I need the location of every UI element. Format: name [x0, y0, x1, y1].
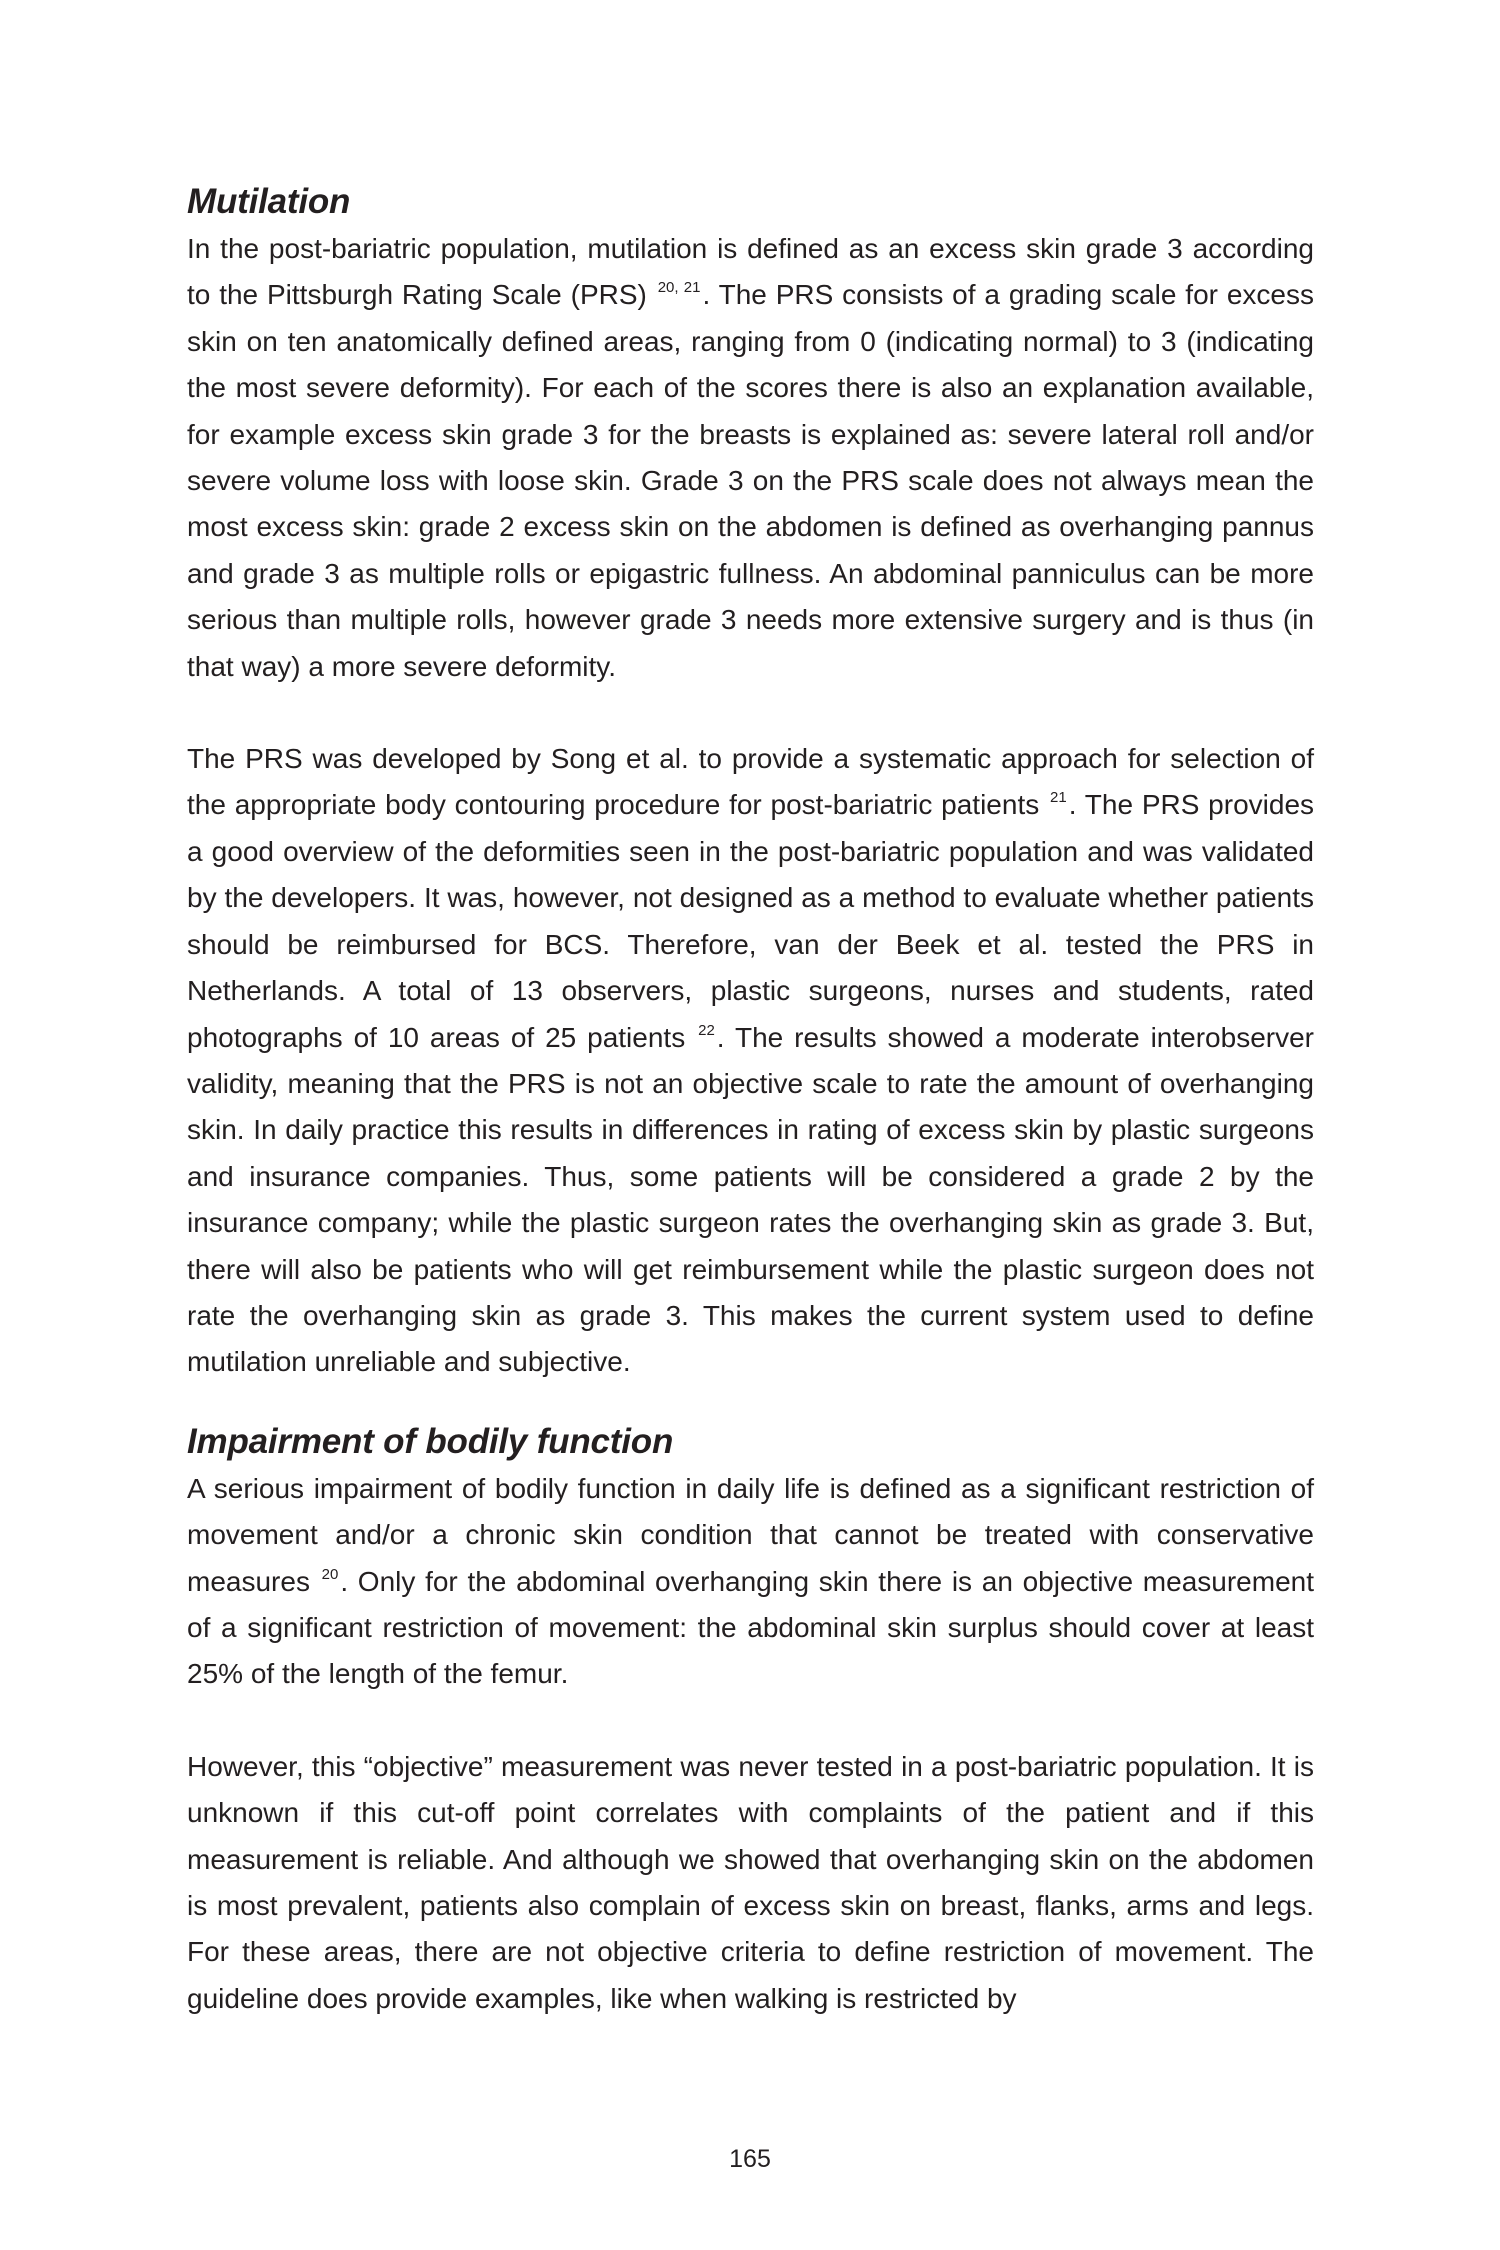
text-segment: In the post-bariatric population, mutilation is defined as an excess skin grade 3 according to the Pittsburgh Rating Scale (PRS)	[187, 233, 1314, 311]
page-number: 165	[729, 2145, 771, 2173]
reference-superscript: 22	[698, 1021, 715, 1039]
page-content	[187, 178, 1314, 2022]
text-segment: A serious impairment of bodily function in daily life is defined as a significant restriction of movement and/or a chronic skin condition that cannot be treated with conservative measures	[187, 1472, 1314, 1597]
section-heading-mutilation: Mutilation	[187, 182, 351, 221]
reference-superscript: 20, 21	[657, 279, 701, 297]
section-spacer	[187, 1386, 1314, 1418]
paragraph-spacer	[187, 690, 1314, 736]
reference-superscript: 20	[321, 1565, 339, 1583]
paragraph-objective-measurement	[187, 1744, 1314, 2022]
text-segment: . Only for the abdominal overhanging skin there is an objective measurement of a significant restriction of movement: the abdominal skin surplus should cover at least 25% of the length of the femur.	[187, 1565, 1314, 1690]
section-heading-impairment: Impairment of bodily function	[187, 1421, 674, 1461]
text-segment: The PRS was developed by Song et al. to provide a systematic approach for selection of the appropriate body contouring procedure for post-bariatric patients	[187, 743, 1314, 821]
text-segment: . The results showed a moderate interobserver validity, meaning that the PRS is not an objective scale to rate the amount of overhanging skin. In daily practice this results in differences in rating of excess skin by plastic surgeons and insurance companies. Thus, some patients will be considered a grade 2 by the insurance company; while the plastic surgeon rates the overhanging skin as grade 3. But, there will also be patients who will get reimbursement while the plastic surgeon does not rate the overhanging skin as grade 3. This makes the current system used to define mutilation unreliable and subjective.	[187, 1021, 1314, 1378]
paragraph-spacer	[187, 1698, 1314, 1744]
text-segment: . The PRS provides a good overview of the deformities seen in the post-bariatric population and was validated by the developers. It was, however, not designed as a method to evaluate whether patients should be reimbursed for BCS. Therefore, van der Beek et al. tested the PRS in Netherlands. A total of 13 observers, plastic surgeons, nurses and students, rated photographs of 10 areas of 25 patients	[187, 789, 1315, 1053]
text-segment: However, this “objective” measurement was never tested in a post-bariatric population. It is unknown if this cut-off point correlates with complaints of the patient and if this measurement is reliable. And although we showed that overhanging skin on the abdomen is most prevalent, patients also complain of excess skin on breast, flanks, arms and legs. For these areas, there are not objective criteria to define restriction of movement. The guideline does provide examples, like when walking is restricted by	[187, 1750, 1314, 2014]
paragraph-prs-validation	[187, 736, 1314, 1386]
paragraph-prs-definition	[187, 226, 1314, 690]
paragraph-impairment-definition	[187, 1466, 1314, 1698]
text-segment: . The PRS consists of a grading scale for excess skin on ten anatomically defined areas, ranging from 0 (indicating normal) to 3 (indicating the most severe deformity). For each of the scores there is also an explanation available, for example excess skin grade 3 for the breasts is explained as: severe lateral roll and/or severe volume loss with loose skin. Grade 3 on the PRS scale does not always mean the most excess skin: grade 2 excess skin on the abdomen is defined as overhanging pannus and grade 3 as multiple rolls or epigastric fullness. An abdominal panniculus can be more serious than multiple rolls, however grade 3 needs more extensive surgery and is thus (in that way) a more severe deformity.	[187, 279, 1314, 682]
reference-superscript: 21	[1050, 789, 1067, 807]
